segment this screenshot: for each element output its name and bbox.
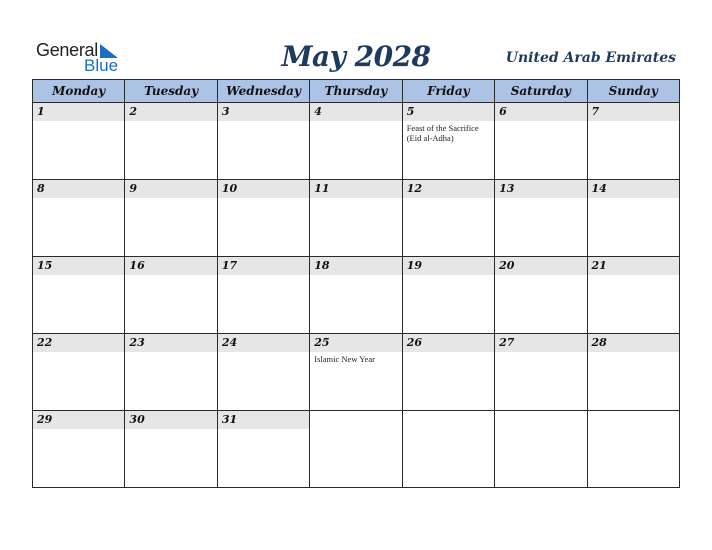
day-number: 6 <box>499 105 507 118</box>
day-cell <box>402 180 494 257</box>
day-cell <box>310 257 402 334</box>
day-number: 18 <box>314 259 330 272</box>
day-cell <box>495 334 587 411</box>
week-row <box>33 180 680 257</box>
day-cell <box>125 180 217 257</box>
day-number: 12 <box>406 182 422 195</box>
day-number: 13 <box>499 182 515 195</box>
day-cell <box>587 180 679 257</box>
calendar-grid <box>32 79 680 488</box>
day-number: 22 <box>37 336 53 349</box>
day-cell <box>310 411 402 488</box>
weekday-header: Friday <box>402 80 494 103</box>
day-cell <box>402 411 494 488</box>
day-cell <box>217 411 309 488</box>
weekday-header: Monday <box>33 80 125 103</box>
day-number: 4 <box>314 105 322 118</box>
week-row <box>33 411 680 488</box>
day-cell <box>587 334 679 411</box>
week-row <box>33 257 680 334</box>
day-cell <box>587 257 679 334</box>
day-number: 23 <box>129 336 145 349</box>
day-number-band <box>495 103 586 121</box>
day-number: 20 <box>499 259 515 272</box>
day-number: 21 <box>591 259 607 272</box>
day-number: 3 <box>221 105 230 118</box>
day-number: 10 <box>221 182 238 195</box>
week-row <box>33 334 680 411</box>
day-number: 14 <box>591 182 607 195</box>
day-number: 5 <box>406 105 415 118</box>
day-cell <box>125 334 217 411</box>
day-number: 19 <box>406 259 422 272</box>
day-cell <box>495 103 587 180</box>
day-number-band <box>218 103 309 121</box>
day-cell <box>33 411 125 488</box>
day-cell <box>402 103 494 180</box>
day-number-band <box>125 180 216 198</box>
weekday-header: Tuesday <box>125 80 217 103</box>
page-title: May 2028 <box>281 40 431 73</box>
country-label: United Arab Emirates <box>505 50 676 66</box>
day-cell <box>125 411 217 488</box>
day-number: 17 <box>221 259 238 272</box>
day-cell <box>310 103 402 180</box>
day-number-band <box>403 103 494 121</box>
weekday-header: Saturday <box>495 80 587 103</box>
day-cell <box>33 103 125 180</box>
day-number-band <box>403 180 494 198</box>
holiday-label: Islamic New Year <box>314 354 375 364</box>
day-cell <box>33 180 125 257</box>
day-number-band <box>125 257 216 275</box>
day-cell <box>402 257 494 334</box>
day-number-band <box>310 257 401 275</box>
day-cell <box>125 103 217 180</box>
day-number: 15 <box>37 259 53 272</box>
day-number: 2 <box>129 105 138 118</box>
day-cell <box>217 334 309 411</box>
day-number-band <box>495 334 586 352</box>
day-number-band <box>403 257 494 275</box>
day-cell <box>495 180 587 257</box>
day-cell <box>310 180 402 257</box>
day-number-band <box>33 334 124 352</box>
logo-text-blue: Blue <box>84 56 119 75</box>
day-number-band <box>125 411 216 429</box>
day-number: 27 <box>499 336 515 349</box>
day-number-band <box>218 257 309 275</box>
day-number-band <box>588 103 679 121</box>
day-number-band <box>403 334 494 352</box>
day-number-band <box>125 103 216 121</box>
day-number-band <box>218 411 309 429</box>
day-number: 31 <box>221 413 238 426</box>
day-number-band <box>218 180 309 198</box>
day-cell <box>125 257 217 334</box>
weekday-header: Sunday <box>587 80 679 103</box>
day-number-band <box>495 257 586 275</box>
day-cell <box>310 334 402 411</box>
day-cell <box>587 103 679 180</box>
day-number-band <box>33 103 124 121</box>
day-number-band <box>33 180 124 198</box>
day-number: 29 <box>37 413 53 426</box>
weekday-header-row <box>33 80 680 103</box>
day-cell <box>402 334 494 411</box>
day-number-band <box>588 334 679 352</box>
week-row <box>33 103 680 180</box>
day-number: 7 <box>591 105 600 118</box>
day-number-band <box>218 334 309 352</box>
day-cell <box>587 411 679 488</box>
day-cell <box>217 180 309 257</box>
day-number-band <box>310 103 401 121</box>
day-number-band <box>33 257 124 275</box>
day-cell <box>217 103 309 180</box>
day-number-band <box>588 257 679 275</box>
day-number: 1 <box>37 105 45 118</box>
day-number: 28 <box>591 336 607 349</box>
day-number: 9 <box>129 182 138 195</box>
day-number: 26 <box>406 336 422 349</box>
day-cell <box>495 257 587 334</box>
day-number-band <box>125 334 216 352</box>
day-number: 25 <box>314 336 330 349</box>
day-cell <box>495 411 587 488</box>
day-number-band <box>588 180 679 198</box>
weekday-header: Thursday <box>310 80 402 103</box>
day-number-band <box>310 180 401 198</box>
day-number: 8 <box>37 182 45 195</box>
day-cell <box>33 257 125 334</box>
holiday-label: Feast of the Sacrifice (Eid al-Adha) <box>406 123 479 143</box>
day-number-band <box>495 180 586 198</box>
day-number: 16 <box>129 259 145 272</box>
day-number: 30 <box>129 413 145 426</box>
day-cell <box>33 334 125 411</box>
day-number-band <box>310 334 401 352</box>
day-cell <box>217 257 309 334</box>
weekday-header: Wednesday <box>217 80 309 103</box>
logo-text-general: General <box>36 40 98 60</box>
day-number: 24 <box>221 336 238 349</box>
day-number-band <box>33 411 124 429</box>
day-number: 11 <box>314 182 330 195</box>
